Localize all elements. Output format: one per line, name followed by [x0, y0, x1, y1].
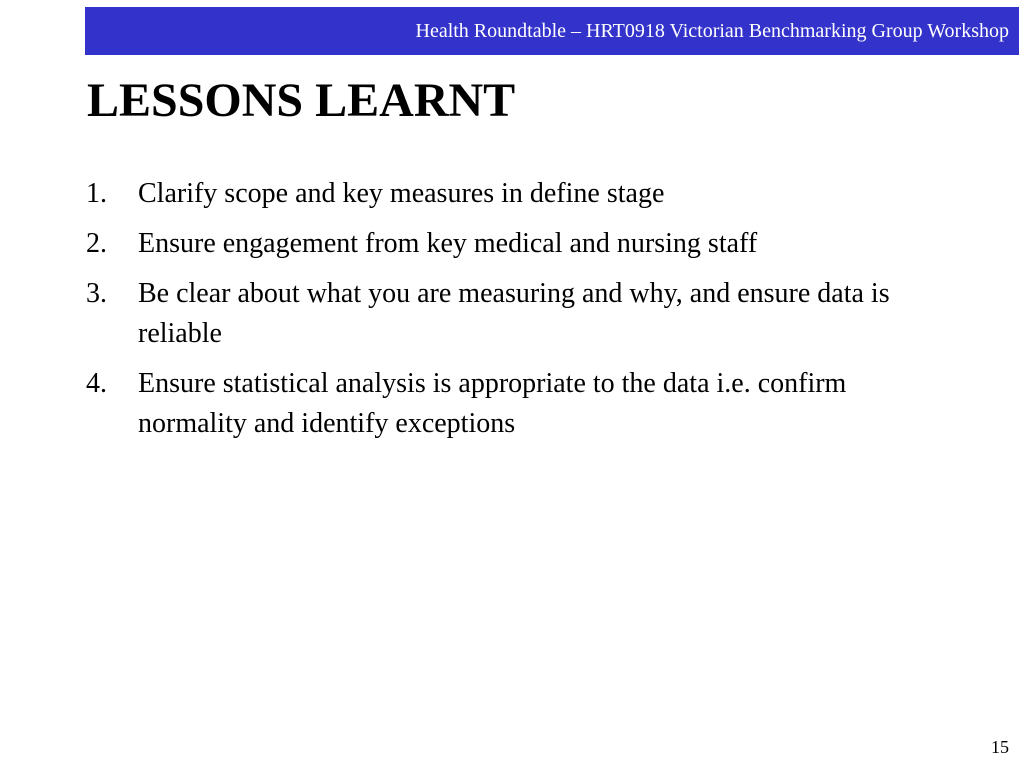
lesson-number: 2.	[86, 228, 107, 259]
header-text: Health Roundtable – HRT0918 Victorian Benchmarking Group Workshop	[415, 19, 1009, 42]
lesson-item	[86, 274, 926, 354]
page-number: 15	[991, 737, 1009, 757]
slide-title: LESSONS LEARNT	[87, 74, 516, 127]
lesson-item	[86, 174, 926, 214]
lesson-number: 4.	[86, 368, 107, 399]
lesson-text: Ensure statistical analysis is appropriate to the data i.e. confirm normality and identify exceptions	[138, 368, 847, 439]
lesson-number: 3.	[86, 278, 107, 309]
lesson-item	[86, 224, 926, 264]
lesson-text: Clarify scope and key measures in define stage	[138, 178, 665, 209]
lesson-text: Ensure engagement from key medical and nursing staff	[138, 228, 758, 259]
lessons-list	[86, 174, 926, 454]
header-bar	[85, 7, 1019, 55]
lesson-item	[86, 364, 926, 444]
lesson-number: 1.	[86, 178, 107, 209]
lesson-text: Be clear about what you are measuring and why, and ensure data is reliable	[138, 278, 890, 349]
